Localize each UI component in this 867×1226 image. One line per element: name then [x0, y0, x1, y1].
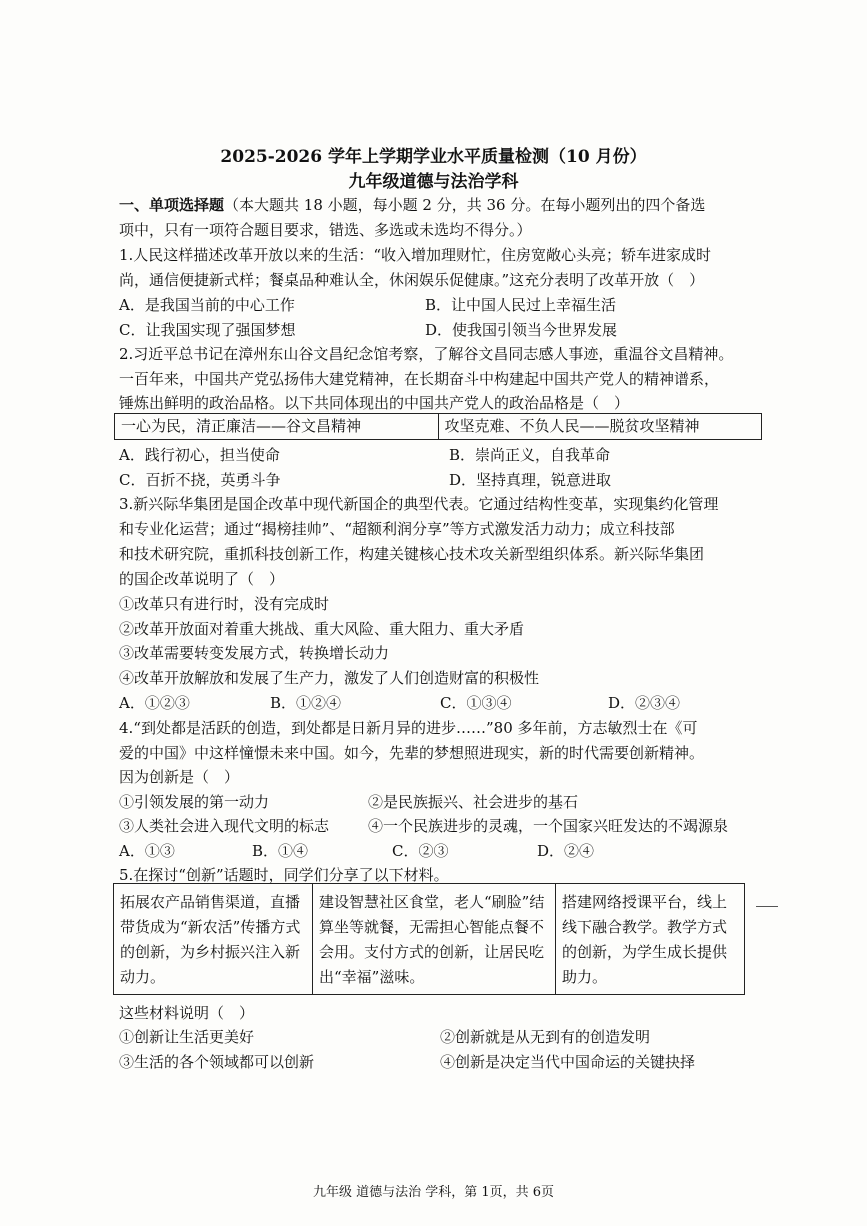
q3-stem-line: 的国企改革说明了（ ） [119, 570, 285, 588]
q2-stem-line: 锤炼出鲜明的政治品格。以下共同体现出的中国共产党人的政治品格是（ ） [119, 394, 630, 412]
q4-option-a: A．①③ [119, 842, 175, 860]
q1-stem-line: 尚，通信便捷新式样；餐桌品种难认全，休闲娱乐促健康。”这充分表明了改革开放（ ） [119, 271, 705, 289]
q4-statement: ①引领发展的第一动力 [119, 793, 270, 811]
q2-table-cell: 一心为民，清正廉洁——谷文昌精神 [121, 417, 362, 435]
q5-statement: ④创新是决定当代中国命运的关键抉择 [440, 1053, 696, 1071]
q1-option-d: D．使我国引领当今世界发展 [425, 321, 618, 339]
q3-statement: ③改革需要转变发展方式，转换增长动力 [119, 644, 390, 662]
q2-table-cell: 攻坚克难、不负人民——脱贫攻坚精神 [438, 414, 762, 439]
q5-statement: ①创新让生活更美好 [119, 1028, 255, 1046]
q3-stem-line: 和技术研究院，重抓科技创新工作，构建关键核心技术攻关新型组织体系。新兴际华集团 [119, 545, 705, 563]
scan-mark [756, 906, 778, 907]
section-intro: （本大题共 18 小题，每小题 2 分，共 36 分。在每小题列出的四个备选 [224, 196, 706, 214]
q1-stem-line: 1.人民这样描述改革开放以来的生活：“收入增加理财忙，住房宽敞心头亮；轿车进家成时 [119, 246, 711, 264]
q2-spirit-table [114, 413, 762, 440]
q1-option-a: A．是我国当前的中心工作 [119, 296, 295, 314]
exam-title: 2025-2026 学年上学期学业水平质量检测（10 月份） [220, 147, 647, 167]
q4-stem-line: 4.“到处都是活跃的创造，到处都是日新月异的进步……”80 多年前，方志敏烈士在《可 [119, 719, 698, 737]
q4-statement: ②是民族振兴、社会进步的基石 [368, 793, 579, 811]
q3-option-a: A．①②③ [119, 694, 190, 712]
page-footer: 九年级 道德与法治 学科，第 1页，共 6页 [312, 1185, 555, 1200]
q3-stem-line: 3.新兴际华集团是国企改革中现代新国企的典型代表。它通过结构性变革，实现集约化管理 [119, 495, 719, 513]
q5-material-cell: 建设智慧社区食堂，老人“刷脸”结算坐等就餐，无需担心智能点餐不会用。支付方式的创新，让居民吃出“幸福”滋味。 [312, 884, 555, 994]
q3-statement: ④改革开放解放和发展了生产力，激发了人们创造财富的积极性 [119, 669, 540, 687]
q5-statement: ③生活的各个领域都可以创新 [119, 1053, 315, 1071]
q2-stem-line: 2.习近平总书记在漳州东山谷文昌纪念馆考察，了解谷文昌同志感人事迹，重温谷文昌精神。 [119, 345, 734, 363]
exam-subject: 九年级道德与法治学科 [348, 172, 519, 192]
q5-question: 这些材料说明（ ） [119, 1004, 255, 1022]
q4-statement: ④一个民族进步的灵魂，一个国家兴旺发达的不竭源泉 [368, 817, 729, 835]
q5-materials-table [113, 883, 745, 995]
q5-material-cell: 拓展农产品销售渠道，直播带货成为“新农活”传播方式的创新，为乡村振兴注入新动力。 [120, 893, 301, 986]
q4-statement: ③人类社会进入现代文明的标志 [119, 817, 330, 835]
q1-option-b: B．让中国人民过上幸福生活 [425, 296, 617, 314]
q4-stem-line: 因为创新是（ ） [119, 768, 240, 786]
q2-option-a: A．践行初心，担当使命 [119, 446, 280, 464]
q5-material-cell: 搭建网络授课平台，线上线下融合教学。教学方式的创新，为学生成长提供助力。 [555, 884, 744, 994]
q3-statement: ①改革只有进行时，没有完成时 [119, 595, 330, 613]
q5-stem: 5.在探讨“创新”话题时，同学们分享了以下材料。 [119, 866, 449, 884]
q3-option-d: D．②③④ [608, 694, 681, 712]
section-intro-cont: 项中，只有一项符合题目要求，错选、多选或未选均不得分。） [119, 221, 532, 239]
q1-option-c: C．让我国实现了强国梦想 [119, 321, 296, 339]
q3-option-c: C．①③④ [440, 694, 512, 712]
q3-stem-line: 和专业化运营；通过“揭榜挂帅”、“超额利润分享”等方式激发活力动力；成立科技部 [119, 520, 675, 538]
q4-option-b: B．①④ [252, 842, 309, 860]
section-heading: 一、单项选择题 [119, 196, 225, 214]
q3-option-b: B．①②④ [270, 694, 342, 712]
q2-option-d: D．坚持真理，锐意进取 [449, 471, 612, 489]
q5-statement: ②创新就是从无到有的创造发明 [440, 1028, 651, 1046]
q4-stem-line: 爱的中国》中这样憧憬未来中国。如今，先辈的梦想照进现实，新的时代需要创新精神。 [119, 744, 705, 762]
q2-option-c: C．百折不挠，英勇斗争 [119, 471, 281, 489]
q4-option-d: D．②④ [537, 842, 595, 860]
q2-option-b: B．崇尚正义，自我革命 [449, 446, 611, 464]
q4-option-c: C．②③ [392, 842, 449, 860]
q2-stem-line: 一百年来，中国共产党弘扬伟大建党精神，在长期奋斗中构建起中国共产党人的精神谱系， [119, 370, 720, 388]
q3-statement: ②改革开放面对着重大挑战、重大风险、重大阻力、重大矛盾 [119, 620, 525, 638]
section-intro-line [119, 195, 705, 215]
